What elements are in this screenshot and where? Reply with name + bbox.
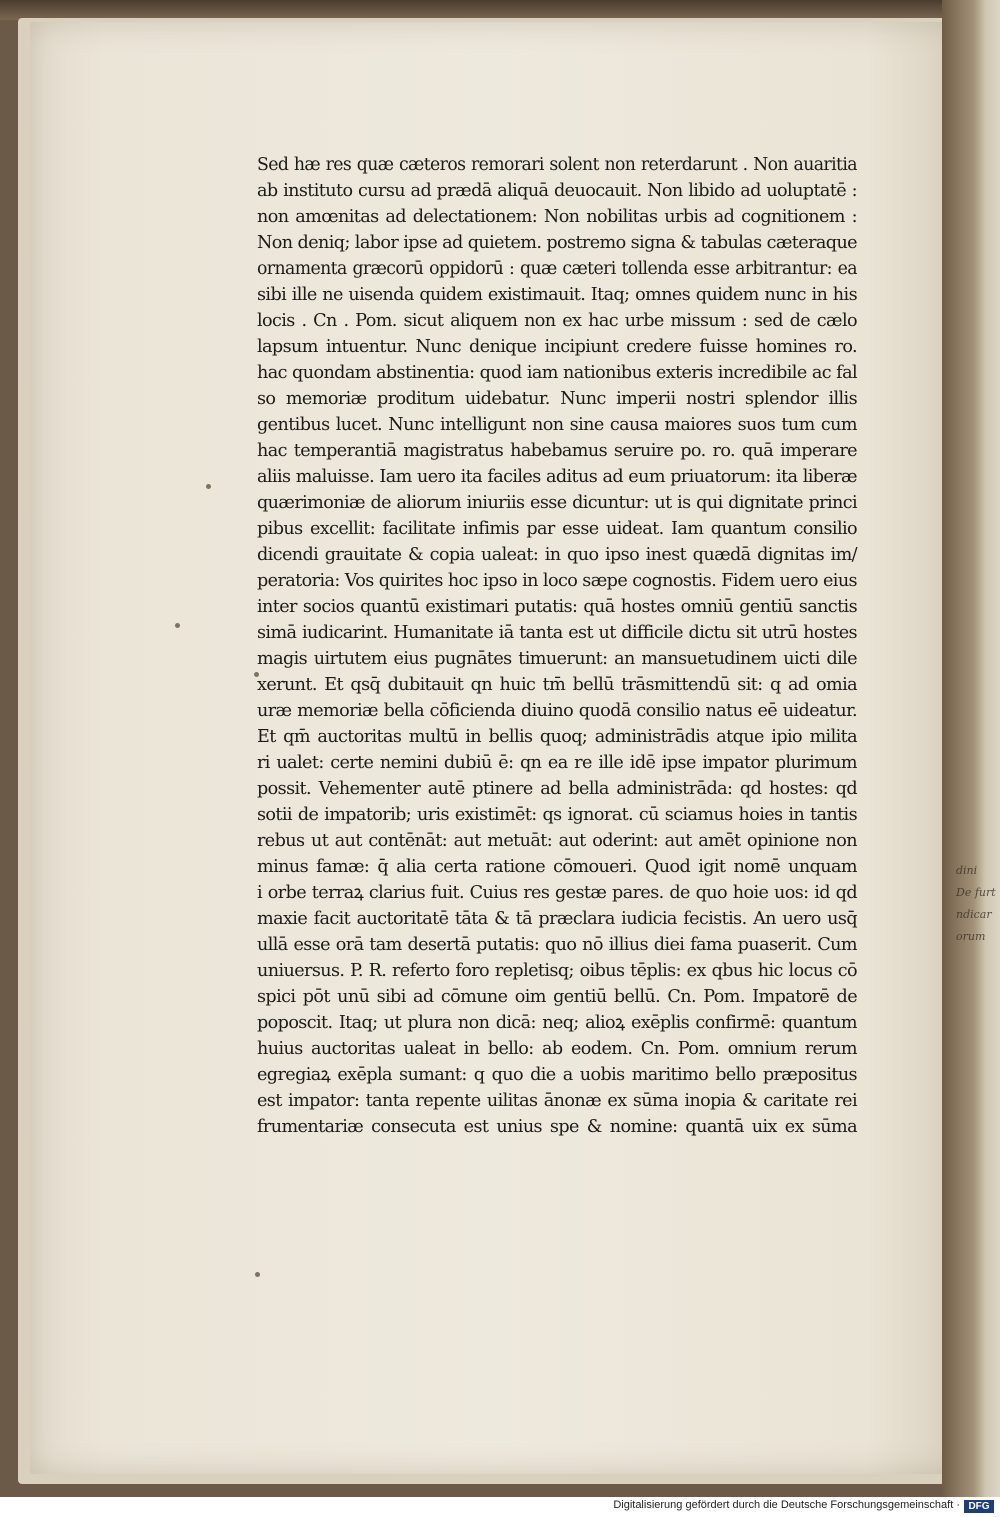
text-line: so memoriæ proditum uidebatur. Nunc imperii nostri splendor illis — [257, 389, 857, 409]
text-line: xerunt. Et qsq̄ dubitauit qn huic tm̄ bellū trāsmittendū sit: q ad omia — [257, 675, 857, 695]
text-line: Et qm̄ auctoritas multū in bellis quoq; administrādis atque ipio milita — [257, 727, 857, 747]
text-line: minus famæ: q̄ alia certa ratione cōmoueri. Quod igit nomē unquam — [257, 857, 857, 877]
text-line: spici pōt unū sibi ad cōmune oim gentiū bellū. Cn. Pom. Impatorē de — [257, 987, 857, 1007]
text-line: rebus ut aut contēnāt: aut metuāt: aut oderint: aut amēt opinione non — [257, 831, 857, 851]
binding-hole — [255, 1272, 260, 1277]
text-line: magis uirtutem eius pugnātes timuerunt: an mansuetudinem uicti dile — [257, 649, 857, 669]
text-line: sotii de impatorib; uris existimēt: qs ignorat. cū sciamus hoies in tantis — [257, 805, 857, 825]
text-line: frumentariæ consecuta est unius spe & nomine: quantā uix ex sūma — [257, 1117, 857, 1137]
adjacent-page-fragments — [956, 860, 996, 948]
text-line: dicendi grauitate & copia ualeat: in quo ipso inest quædā dignitas im/ — [257, 545, 857, 565]
text-line: maxie facit auctoritatē tāta & tā præclara iudicia fecistis. An uero usq̄ — [257, 909, 857, 929]
margin-fragment: dini — [956, 864, 978, 877]
dfg-logo: DFG — [964, 1500, 994, 1513]
printed-text-block — [257, 152, 857, 1140]
text-line: poposcit. Itaq; ut plura non dicā: neq; alioꝝ exēplis confirmē: quantum — [257, 1013, 857, 1033]
text-line: sibi ille ne uisenda quidem existimauit. Itaq; omnes quidem nunc in his — [257, 285, 857, 305]
text-line: possit. Vehementer autē ptinere ad bella administrāda: qd hostes: qd — [257, 779, 857, 799]
margin-fragment: orum — [956, 930, 986, 943]
text-line: inter socios quantū existimari putatis: quā hostes omniū gentiū sanctis — [257, 597, 857, 617]
footer-bar — [0, 1497, 1000, 1517]
text-line: hac quondam abstinentia: quod iam nationibus exteris incredibile ac fal — [257, 363, 857, 383]
text-line: simā iudicarint. Humanitate iā tanta est ut difficile dictu sit utrū hostes — [257, 623, 857, 643]
text-line: Non deniq; labor ipse ad quietem. postremo signa & tabulas cæteraque — [257, 233, 857, 253]
text-line: lapsum intuentur. Nunc denique incipiunt credere fuisse homines ro. — [257, 337, 857, 357]
text-line: ri ualet: certe nemini dubiū ē: qn ea re ille idē ipse impator plurimum — [257, 753, 857, 773]
text-line: quærimoniæ de aliorum iniuriis esse dicuntur: ut is qui dignitate princi — [257, 493, 857, 513]
text-line: uniuersus. P. R. referto foro repletisq; oibus tēplis: ex qbus hic locus cō — [257, 961, 857, 981]
text-line: pibus excellit: facilitate infimis par esse uideat. Iam quantum consilio — [257, 519, 857, 539]
text-line: egregiaꝝ exēpla sumant: q quo die a uobis maritimo bello præpositus — [257, 1065, 857, 1085]
text-line: ullā esse orā tam desertā putatis: quo nō illius diei fama puaserit. Cum — [257, 935, 857, 955]
margin-fragment: De furt — [956, 886, 996, 899]
text-line: est impator: tanta repente uilitas ānonæ ex sūma inopia & caritate rei — [257, 1091, 857, 1111]
text-line: i orbe terraꝝ clarius fuit. Cuius res gestæ pares. de quo hoie uos: id qd — [257, 883, 857, 903]
text-line: aliis maluisse. Iam uero ita faciles aditus ad eum priuatorum: ita liberæ — [257, 467, 857, 487]
text-line: uræ memoriæ bella cōficienda diuino quodā consilio natus eē uideatur. — [257, 701, 857, 721]
binding-top-edge — [0, 0, 1000, 20]
binding-hole — [175, 623, 180, 628]
text-line: locis . Cn . Pom. sicut aliquem non ex hac urbe missum : sed de cælo — [257, 311, 857, 331]
text-line: non amœnitas ad delectationem: Non nobilitas urbis ad cognitionem : — [257, 207, 857, 227]
digitization-credit: Digitalisierung gefördert durch die Deutsche Forschungsgemeinschaft · — [613, 1499, 960, 1511]
text-line: Sed hæ res quæ cæteros remorari solent non reterdarunt . Non auaritia — [257, 155, 857, 175]
text-line: ornamenta græcorū oppidorū : quæ cæteri tollenda esse arbitrantur: ea — [257, 259, 857, 279]
text-line: ab instituto cursu ad prædā aliquā deuocauit. Non libido ad uoluptatē : — [257, 181, 857, 201]
binding-hole — [206, 484, 211, 489]
text-line: gentibus lucet. Nunc intelligunt non sine causa maiores suos tum cum — [257, 415, 857, 435]
text-line: huius auctoritas ualeat in bello: ab eodem. Cn. Pom. omnium rerum — [257, 1039, 857, 1059]
text-line: hac temperantiā magistratus habebamus seruire po. ro. quā imperare — [257, 441, 857, 461]
text-line: peratoria: Vos quirites hoc ipso in loco sæpe cognostis. Fidem uero eius — [257, 571, 857, 591]
margin-fragment: ndicar — [956, 908, 992, 921]
adjacent-page-edge — [942, 0, 1000, 1497]
